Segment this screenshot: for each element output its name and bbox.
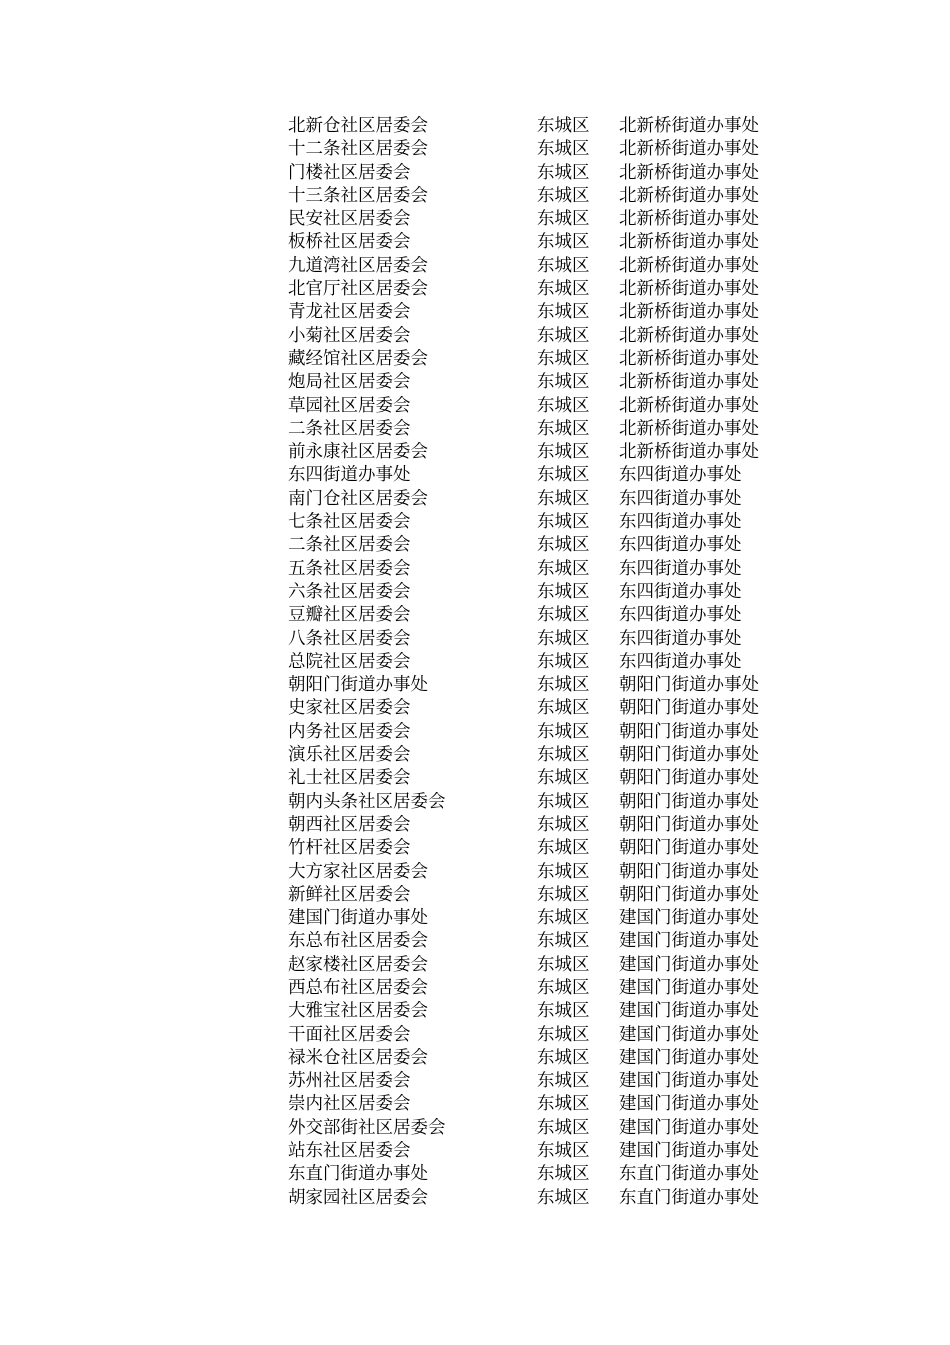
district-name: 东城区 bbox=[537, 1141, 590, 1162]
community-name: 演乐社区居委会 bbox=[288, 745, 411, 766]
list-row bbox=[288, 1117, 808, 1140]
street-office-name: 北新桥街道办事处 bbox=[619, 162, 759, 183]
list-row bbox=[288, 325, 808, 348]
street-office-name: 东四街道办事处 bbox=[619, 465, 742, 486]
community-name: 史家社区居委会 bbox=[288, 698, 411, 719]
list-row bbox=[288, 837, 808, 860]
street-office-name: 建国门街道办事处 bbox=[619, 1094, 759, 1115]
street-office-name: 东四街道办事处 bbox=[619, 651, 742, 672]
community-name: 豆瓣社区居委会 bbox=[288, 605, 411, 626]
list-row bbox=[288, 255, 808, 278]
community-name: 大雅宝社区居委会 bbox=[288, 1001, 428, 1022]
community-name: 礼士社区居委会 bbox=[288, 768, 411, 789]
street-office-name: 东四街道办事处 bbox=[619, 628, 742, 649]
list-row bbox=[288, 884, 808, 907]
list-row bbox=[288, 488, 808, 511]
street-office-name: 建国门街道办事处 bbox=[619, 1047, 759, 1068]
district-name: 东城区 bbox=[537, 1001, 590, 1022]
district-name: 东城区 bbox=[537, 348, 590, 369]
street-office-name: 东四街道办事处 bbox=[619, 605, 742, 626]
list-row bbox=[288, 1163, 808, 1186]
list-row bbox=[288, 115, 808, 138]
community-name: 建国门街道办事处 bbox=[288, 908, 428, 929]
community-name: 十二条社区居委会 bbox=[288, 139, 428, 160]
street-office-name: 朝阳门街道办事处 bbox=[619, 675, 759, 696]
community-name: 板桥社区居委会 bbox=[288, 232, 411, 253]
district-name: 东城区 bbox=[537, 116, 590, 136]
district-name: 东城区 bbox=[537, 838, 590, 859]
street-office-name: 北新桥街道办事处 bbox=[619, 232, 759, 253]
street-office-name: 建国门街道办事处 bbox=[619, 1117, 759, 1138]
community-name: 赵家楼社区居委会 bbox=[288, 954, 428, 975]
district-name: 东城区 bbox=[537, 325, 590, 346]
district-name: 东城区 bbox=[537, 255, 590, 276]
street-office-name: 朝阳门街道办事处 bbox=[619, 721, 759, 742]
list-row bbox=[288, 721, 808, 744]
district-name: 东城区 bbox=[537, 232, 590, 253]
community-name: 二条社区居委会 bbox=[288, 418, 411, 439]
district-name: 东城区 bbox=[537, 442, 590, 463]
community-name: 草园社区居委会 bbox=[288, 395, 411, 416]
street-office-name: 东直门街道办事处 bbox=[619, 1187, 759, 1208]
district-name: 东城区 bbox=[537, 651, 590, 672]
district-name: 东城区 bbox=[537, 675, 590, 696]
district-name: 东城区 bbox=[537, 628, 590, 649]
street-office-name: 东四街道办事处 bbox=[619, 581, 742, 602]
community-name: 北新仓社区居委会 bbox=[288, 116, 428, 136]
community-name: 总院社区居委会 bbox=[288, 651, 411, 672]
community-name: 北官厅社区居委会 bbox=[288, 279, 428, 300]
list-row bbox=[288, 278, 808, 301]
district-name: 东城区 bbox=[537, 139, 590, 160]
street-office-name: 朝阳门街道办事处 bbox=[619, 838, 759, 859]
community-name: 胡家园社区居委会 bbox=[288, 1187, 428, 1208]
district-name: 东城区 bbox=[537, 418, 590, 439]
street-office-name: 北新桥街道办事处 bbox=[619, 116, 759, 136]
community-name: 东直门街道办事处 bbox=[288, 1164, 428, 1185]
list-row bbox=[288, 861, 808, 884]
list-row bbox=[288, 348, 808, 371]
community-name: 炮局社区居委会 bbox=[288, 372, 411, 393]
street-office-name: 建国门街道办事处 bbox=[619, 954, 759, 975]
list-row bbox=[288, 697, 808, 720]
district-name: 东城区 bbox=[537, 1117, 590, 1138]
list-row bbox=[288, 185, 808, 208]
community-name: 前永康社区居委会 bbox=[288, 442, 428, 463]
list-row bbox=[288, 651, 808, 674]
district-name: 东城区 bbox=[537, 488, 590, 509]
district-name: 东城区 bbox=[537, 745, 590, 766]
district-name: 东城区 bbox=[537, 791, 590, 812]
street-office-name: 朝阳门街道办事处 bbox=[619, 768, 759, 789]
community-office-list bbox=[288, 115, 808, 1210]
community-name: 内务社区居委会 bbox=[288, 721, 411, 742]
district-name: 东城区 bbox=[537, 512, 590, 533]
street-office-name: 北新桥街道办事处 bbox=[619, 348, 759, 369]
community-name: 朝西社区居委会 bbox=[288, 814, 411, 835]
street-office-name: 建国门街道办事处 bbox=[619, 1071, 759, 1092]
street-office-name: 东四街道办事处 bbox=[619, 535, 742, 556]
street-office-name: 朝阳门街道办事处 bbox=[619, 698, 759, 719]
community-name: 朝阳门街道办事处 bbox=[288, 675, 428, 696]
list-row bbox=[288, 231, 808, 254]
street-office-name: 建国门街道办事处 bbox=[619, 908, 759, 929]
district-name: 东城区 bbox=[537, 698, 590, 719]
district-name: 东城区 bbox=[537, 465, 590, 486]
list-row bbox=[288, 977, 808, 1000]
street-office-name: 朝阳门街道办事处 bbox=[619, 745, 759, 766]
community-name: 外交部街社区居委会 bbox=[288, 1117, 446, 1138]
district-name: 东城区 bbox=[537, 721, 590, 742]
list-row bbox=[288, 674, 808, 697]
list-row bbox=[288, 767, 808, 790]
list-row bbox=[288, 534, 808, 557]
district-name: 东城区 bbox=[537, 977, 590, 998]
district-name: 东城区 bbox=[537, 1024, 590, 1045]
street-office-name: 建国门街道办事处 bbox=[619, 1141, 759, 1162]
street-office-name: 北新桥街道办事处 bbox=[619, 255, 759, 276]
street-office-name: 建国门街道办事处 bbox=[619, 977, 759, 998]
list-row bbox=[288, 208, 808, 231]
list-row bbox=[288, 604, 808, 627]
district-name: 东城区 bbox=[537, 1187, 590, 1208]
list-row bbox=[288, 1024, 808, 1047]
list-row bbox=[288, 814, 808, 837]
district-name: 东城区 bbox=[537, 931, 590, 952]
community-name: 藏经馆社区居委会 bbox=[288, 348, 428, 369]
list-row bbox=[288, 511, 808, 534]
district-name: 东城区 bbox=[537, 884, 590, 905]
list-row bbox=[288, 464, 808, 487]
list-row bbox=[288, 1140, 808, 1163]
community-name: 五条社区居委会 bbox=[288, 558, 411, 579]
street-office-name: 北新桥街道办事处 bbox=[619, 372, 759, 393]
district-name: 东城区 bbox=[537, 209, 590, 230]
district-name: 东城区 bbox=[537, 768, 590, 789]
community-name: 六条社区居委会 bbox=[288, 581, 411, 602]
community-name: 干面社区居委会 bbox=[288, 1024, 411, 1045]
street-office-name: 建国门街道办事处 bbox=[619, 931, 759, 952]
street-office-name: 北新桥街道办事处 bbox=[619, 185, 759, 206]
community-name: 朝内头条社区居委会 bbox=[288, 791, 446, 812]
list-row bbox=[288, 371, 808, 394]
district-name: 东城区 bbox=[537, 1071, 590, 1092]
district-name: 东城区 bbox=[537, 279, 590, 300]
community-name: 门楼社区居委会 bbox=[288, 162, 411, 183]
street-office-name: 北新桥街道办事处 bbox=[619, 279, 759, 300]
community-name: 崇内社区居委会 bbox=[288, 1094, 411, 1115]
district-name: 东城区 bbox=[537, 185, 590, 206]
list-row bbox=[288, 162, 808, 185]
community-name: 禄米仓社区居委会 bbox=[288, 1047, 428, 1068]
community-name: 七条社区居委会 bbox=[288, 512, 411, 533]
community-name: 站东社区居委会 bbox=[288, 1141, 411, 1162]
list-row bbox=[288, 954, 808, 977]
district-name: 东城区 bbox=[537, 861, 590, 882]
district-name: 东城区 bbox=[537, 558, 590, 579]
district-name: 东城区 bbox=[537, 908, 590, 929]
street-office-name: 朝阳门街道办事处 bbox=[619, 861, 759, 882]
list-row bbox=[288, 744, 808, 767]
list-row bbox=[288, 301, 808, 324]
list-row bbox=[288, 791, 808, 814]
list-row bbox=[288, 138, 808, 161]
community-name: 青龙社区居委会 bbox=[288, 302, 411, 323]
street-office-name: 北新桥街道办事处 bbox=[619, 139, 759, 160]
district-name: 东城区 bbox=[537, 535, 590, 556]
community-name: 南门仓社区居委会 bbox=[288, 488, 428, 509]
community-name: 二条社区居委会 bbox=[288, 535, 411, 556]
district-name: 东城区 bbox=[537, 581, 590, 602]
street-office-name: 建国门街道办事处 bbox=[619, 1024, 759, 1045]
district-name: 东城区 bbox=[537, 302, 590, 323]
district-name: 东城区 bbox=[537, 162, 590, 183]
district-name: 东城区 bbox=[537, 954, 590, 975]
list-row bbox=[288, 628, 808, 651]
street-office-name: 朝阳门街道办事处 bbox=[619, 884, 759, 905]
street-office-name: 东四街道办事处 bbox=[619, 488, 742, 509]
district-name: 东城区 bbox=[537, 1094, 590, 1115]
list-row bbox=[288, 907, 808, 930]
street-office-name: 北新桥街道办事处 bbox=[619, 209, 759, 230]
community-name: 西总布社区居委会 bbox=[288, 977, 428, 998]
community-name: 民安社区居委会 bbox=[288, 209, 411, 230]
list-row bbox=[288, 581, 808, 604]
street-office-name: 北新桥街道办事处 bbox=[619, 395, 759, 416]
community-name: 新鲜社区居委会 bbox=[288, 884, 411, 905]
list-row bbox=[288, 1093, 808, 1116]
district-name: 东城区 bbox=[537, 1047, 590, 1068]
community-name: 东四街道办事处 bbox=[288, 465, 411, 486]
district-name: 东城区 bbox=[537, 605, 590, 626]
street-office-name: 建国门街道办事处 bbox=[619, 1001, 759, 1022]
street-office-name: 北新桥街道办事处 bbox=[619, 325, 759, 346]
street-office-name: 东直门街道办事处 bbox=[619, 1164, 759, 1185]
list-row bbox=[288, 441, 808, 464]
community-name: 十三条社区居委会 bbox=[288, 185, 428, 206]
community-name: 小菊社区居委会 bbox=[288, 325, 411, 346]
list-row bbox=[288, 1000, 808, 1023]
list-row bbox=[288, 558, 808, 581]
list-row bbox=[288, 1187, 808, 1210]
list-row bbox=[288, 1070, 808, 1093]
district-name: 东城区 bbox=[537, 395, 590, 416]
street-office-name: 北新桥街道办事处 bbox=[619, 442, 759, 463]
street-office-name: 朝阳门街道办事处 bbox=[619, 814, 759, 835]
community-name: 八条社区居委会 bbox=[288, 628, 411, 649]
community-name: 苏州社区居委会 bbox=[288, 1071, 411, 1092]
street-office-name: 北新桥街道办事处 bbox=[619, 418, 759, 439]
list-row bbox=[288, 395, 808, 418]
street-office-name: 北新桥街道办事处 bbox=[619, 302, 759, 323]
district-name: 东城区 bbox=[537, 814, 590, 835]
community-name: 竹杆社区居委会 bbox=[288, 838, 411, 859]
community-name: 大方家社区居委会 bbox=[288, 861, 428, 882]
district-name: 东城区 bbox=[537, 1164, 590, 1185]
district-name: 东城区 bbox=[537, 372, 590, 393]
street-office-name: 朝阳门街道办事处 bbox=[619, 791, 759, 812]
list-row bbox=[288, 1047, 808, 1070]
list-row bbox=[288, 418, 808, 441]
street-office-name: 东四街道办事处 bbox=[619, 512, 742, 533]
street-office-name: 东四街道办事处 bbox=[619, 558, 742, 579]
community-name: 东总布社区居委会 bbox=[288, 931, 428, 952]
community-name: 九道湾社区居委会 bbox=[288, 255, 428, 276]
list-row bbox=[288, 930, 808, 953]
